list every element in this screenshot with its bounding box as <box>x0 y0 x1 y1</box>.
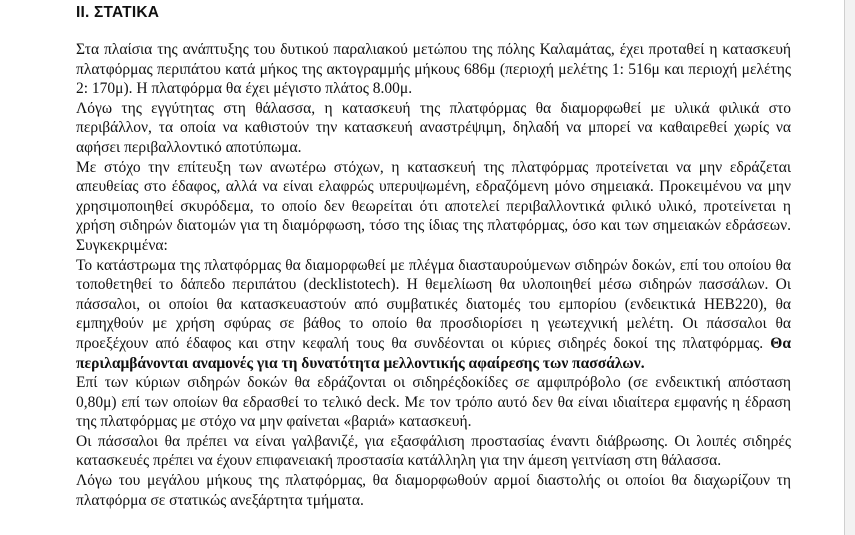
paragraph-corrosion-protection: Οι πάσσαλοι θα πρέπει να είναι γαλβανιζέ, για εξασφάλιση προστασίας έναντι διάβρωσης. Οι λοιπές σιδηρές κατασκευές πρέπει να έχουν επιφανειακή προστασία κατάλληλη για την άμεση γειτνίαση στη θάλασσα. <box>76 432 791 470</box>
deck-and-piles-text: Το κατάστρωμα της πλατφόρμας θα διαμορφωθεί με πλέγμα διασταυρούμενων σιδηρών δοκών, επί του οποίου θα τοποθετηθεί το δάπεδο περιπάτου (decklistotech). Η θεμελίωση θα υλοποιηθεί μέσω σιδηρών πασσάλων. Οι πάσσαλοι, οι οποίοι θα κατασκευαστούν από συμβατικές διατομές του εμπορίου (ενδεικτικά HEB220), θα εμπηχθούν με χρήση σφύρας σε βάθος το οποίο θα προσδιορίσει η γεωτεχνική μελέτη. Οι πάσσαλοι θα προεξέχουν από έδαφος και στην κεφαλή τους θα συνδέονται οι κύριες σιδηρές δοκοί της πλατφόρμας. <box>76 256 791 352</box>
document-body <box>76 40 791 510</box>
paragraph-elevated-platform: Με στόχο την επίτευξη των ανωτέρω στόχων, η κατασκευή της πλατφόρμας προτείνεται να μην εδράζεται απευθείας στο έδαφος, αλλά να είναι ελαφρώς υπερυψωμένη, εδραζόμενη μόνο σημειακά. Προκειμένου να μην χρησιμοποιηθεί σκυρόδεμα, το οποίο δεν θεωρείται ότι αποτελεί περιβαλλοντικά φιλικό υλικό, προτείνεται η χρήση σιδηρών διατομών για τη διαμόρφωση, τόσο της ίδιας της πλατφόρμας, όσο και των σημειακών εδράσεων. Συγκεκριμένα: <box>76 158 791 254</box>
paragraph-deck-and-piles <box>76 256 791 374</box>
pile-removal-note: Θα περιλαμβάνονται αναμονές για τη δυνατότητα μελλοντικής αφαίρεσης των πασσάλων. <box>76 334 791 372</box>
paragraph-project-description: Στα πλαίσια της ανάπτυξης του δυτικού παραλιακού μετώπου της πόλης Καλαμάτας, έχει προταθεί η κατασκευή πλατφόρμας περιπάτου κατά μήκος της ακτογραμμής μήκους 686μ (περιοχή μελέτης 1: 516μ και περιοχή μελέτης 2: 170μ). Η πλατφόρμα θα έχει μέγιστο πλάτος 8.00μ. <box>76 41 791 98</box>
section-heading: ΙΙ. ΣΤΑΤΙΚΑ <box>76 4 160 21</box>
page-margin-shadow <box>845 0 855 535</box>
paragraph-cantilever-joists: Επί των κύριων σιδηρών δοκών θα εδράζονται οι σιδηρέςδοκίδες σε αμφιπρόβολο (σε ενδεικτική απόσταση 0,80μ) επί των οποίων θα εδρασθεί το τελικό deck. Με τον τρόπο αυτό δεν θα είναι ιδιαίτερα εμφανής η έδραση της πλατφόρμας με στόχο να μην φαίνεται «βαριά» κατασκευή. <box>76 374 791 431</box>
paragraph-expansion-joints: Λόγω του μεγάλου μήκους της πλατφόρμας, θα διαμορφωθούν αρμοί διαστολής οι οποίοι θα διαχωρίζουν τη πλατφόρμα σε στατικώς ανεξάρτητα τμήματα. <box>76 472 791 509</box>
paragraph-environmental-materials: Λόγω της εγγύτητας στη θάλασσα, η κατασκευή της πλατφόρμας θα διαμορφωθεί με υλικά φιλικά στο περιβάλλον, τα οποία να καθιστούν την κατασκευή αναστρέψιμη, δηλαδή να μπορεί να καθαιρεθεί χωρίς να αφήσει περιβαλλοντικό αποτύπωμα. <box>76 99 791 156</box>
